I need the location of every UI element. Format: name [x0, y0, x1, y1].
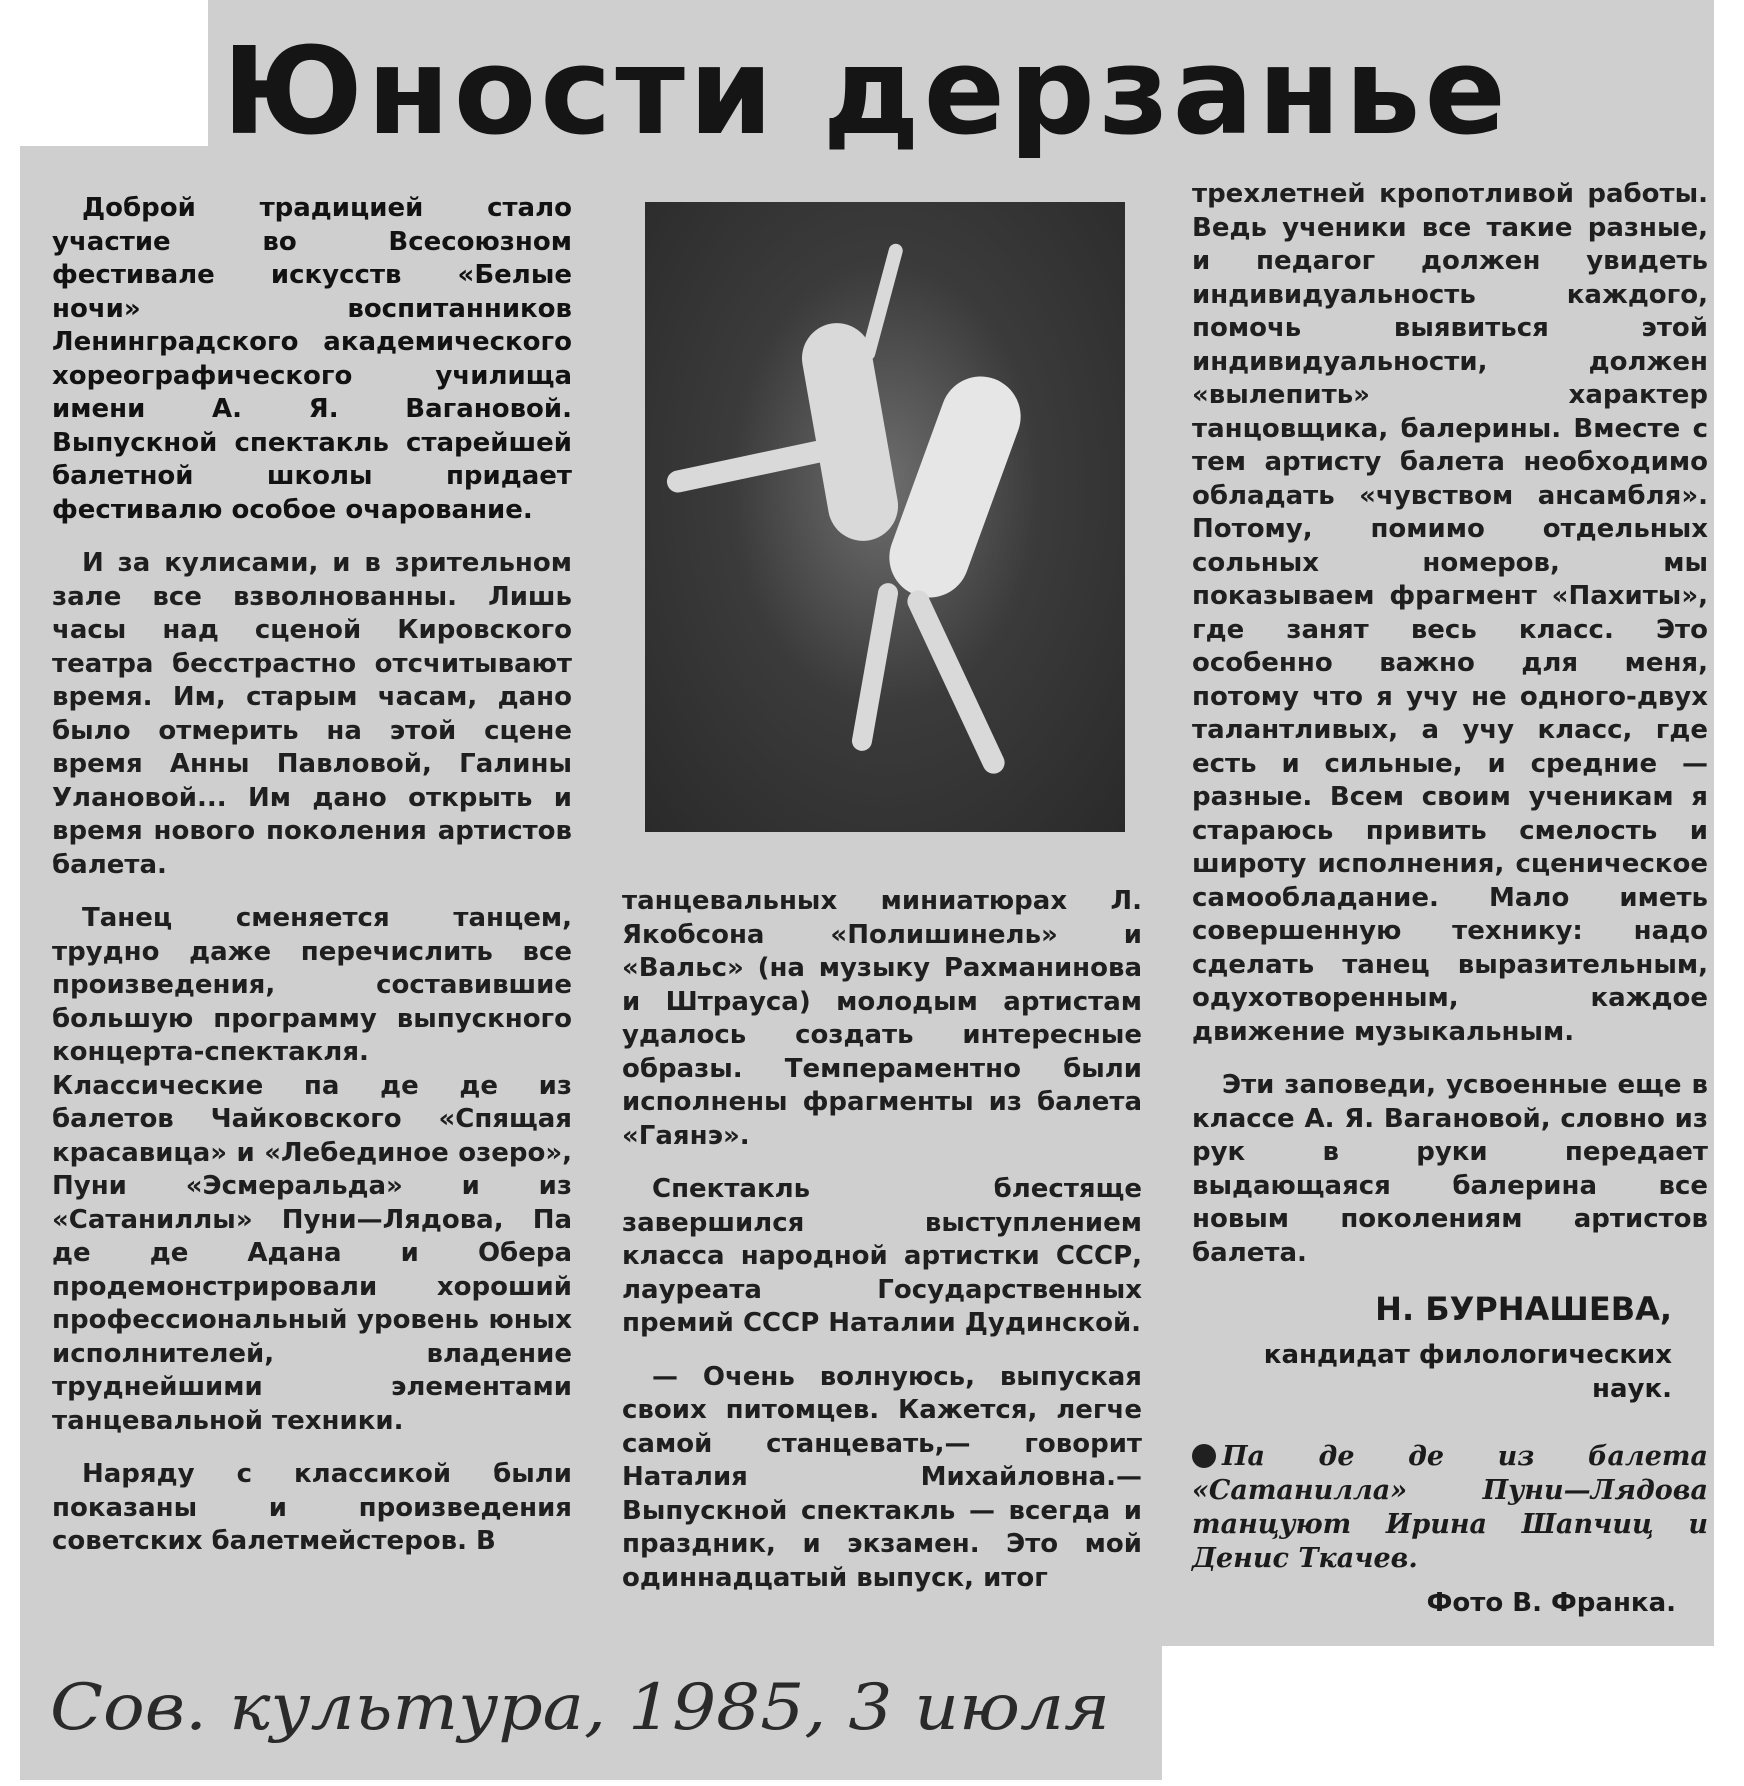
article-column-1	[52, 192, 572, 1579]
dancer-leg	[904, 587, 1008, 778]
paragraph: Танец сменяется танцем, трудно даже перечислить все произведения, составившие большую программу выпускного концерта-спектакля. Классические па де де из балетов Чайковского «Спящая красавица» и «Лебединое озеро», Пуни «Эсмеральда» и из «Сатаниллы» Пуни—Лядова, Па де де Адана и Обера продемонстрировали хороший профессиональный уровень юных исполнителей, владение труднейшими элементами танцевальной техники.	[52, 903, 572, 1436]
photo-caption	[1192, 1440, 1708, 1576]
ballet-photo	[645, 202, 1125, 832]
caption-text: Па де де из балета «Сатанилла» Пуни—Лядова танцуют Ирина Шапчиц и Денис Ткачев.	[1192, 1441, 1708, 1574]
headline: Юности дерзанье	[222, 23, 1510, 162]
handwritten-note-text: Сов. культура, 1985, 3 июля	[50, 1671, 1110, 1745]
lead-paragraph: Доброй традицией стало участие во Всесоюзном фестивале искусств «Белые ночи» воспитанников Ленинградского академического хореографического училища имени А. Я. Вагановой. Выпускной спектакль старейшей балетной школы придает фестивалю особое очарование.	[52, 193, 572, 525]
paragraph: Спектакль блестяще завершился выступлением класса народной артистки СССР, лауреата Государственных премий СССР Наталии Дудинской.	[622, 1174, 1142, 1338]
dancer-arm	[860, 242, 905, 362]
handwritten-note	[40, 1654, 1160, 1764]
photo-credit: Фото В. Франка.	[1426, 1588, 1676, 1618]
dancer-figure	[796, 318, 903, 547]
paragraph: Эти заповеди, усвоенные еще в классе А. Я. Вагановой, словно из рук в руки передает выдающаяся балерина все новым поколениям артистов балета.	[1192, 1070, 1708, 1268]
paragraph: танцевальных миниатюрах Л. Якобсона «Полишинель» и «Вальс» (на музыку Рахманинова и Штрауса) молодым артистам удалось создать интересные образы. Темпераментно были исполнены фрагменты из балета «Гаянэ».	[622, 886, 1142, 1151]
paragraph: И за кулисами, и в зрительном зале все взволнованны. Лишь часы над сценой Кировского театра бесстрастно отсчитывают время. Им, старым часам, дано было отмерить на этой сцене время Анны Павловой, Галины Улановой... Им дано открыть и время нового поколения артистов балета.	[52, 548, 572, 880]
dancer-figure	[878, 365, 1032, 608]
paragraph: Наряду с классикой были показаны и произведения советских балетмейстеров. В	[52, 1459, 572, 1556]
author-title: кандидат филологических наук.	[1263, 1340, 1672, 1404]
author-name: Н. БУРНАШЕВА,	[1375, 1290, 1672, 1328]
article-column-3	[1192, 178, 1708, 1290]
paragraph: — Очень волнуюсь, выпуская своих питомцев. Кажется, легче самой станцевать,— говорит Наталия Михайловна.— Выпускной спектакль — всегда и праздник, и экзамен. Это мой одиннадцатый выпуск, итог	[622, 1361, 1142, 1593]
paragraph: трехлетней кропотливой работы. Ведь ученики все такие разные, и педагог должен увидеть индивидуальность каждого, помочь выявиться этой индивидуальности, должен «вылепить» характер танцовщика, балерины. Вместе с тем артисту балета необходимо обладать «чувством ансамбля». Потому, помимо отдельных сольных номеров, мы показываем фрагмент «Пахиты», где занят весь класс. Это особенно важно для меня, потому что я учу не одного-двух талантливых, а учу класс, где есть и сильные, и средние — разные. Всем своим ученикам я стараюсь привить смелость и широту исполнения, сценическое самообладание. Мало иметь совершенную технику: надо сделать танец выразительным, одухотворенным, каждое движение музыкальным.	[1192, 179, 1708, 1047]
bullet-icon	[1192, 1444, 1216, 1468]
article-column-2	[622, 885, 1142, 1615]
dancer-leg	[850, 582, 899, 753]
